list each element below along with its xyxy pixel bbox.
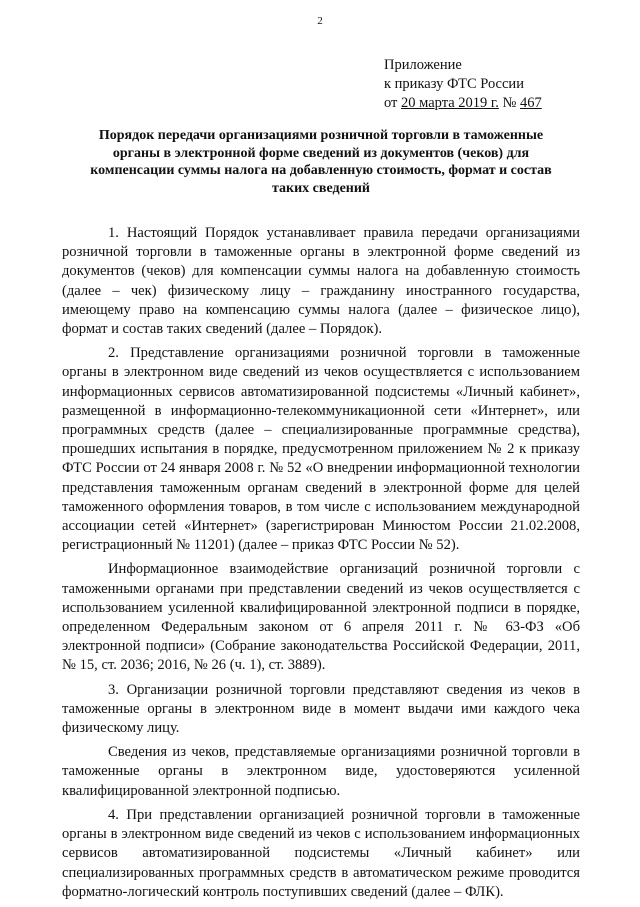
paragraph-2-continued: Информационное взаимодействие организаций розничной торговли с таможенными органами при представлении сведений из чеков осуществляется с использованием усиленной квалифицированной электронной подписи в порядке, определенном Федеральным законом от 6 апреля 2011 г. № 63-ФЗ «Об электронной подписи» (Собрание законодательства Российской Федерации, 2011, № 15, ст. 2036; 2016, № 26 (ч. 1), ст. 3889). [62,561,580,674]
appendix-order-reference: к приказу ФТС России [384,76,524,92]
appendix-header [384,56,542,113]
paragraph-2: 2. Представление организациями розничной торговли в таможенные органы в электронном виде сведений из чеков осуществляется с использованием информационных сервисов автоматизированной подсистемы «Личный кабинет», размещенной в информационно-телекоммуникационной сети «Интернет», или программных средств (далее – специализированные программные средства), прошедших испытания в порядке, предусмотренном приложением № 2 к приказу ФТС России от 24 января 2008 г. № 52 «О внедрении информационной технологии представления таможенным органам сведений в электронной форме для целей таможенного оформления товаров, в том числе с использованием международной ассоциации сетей «Интернет» (зарегистрирован Минюстом России 21.02.2008, регистрационный № 11201) (далее – приказ ФТС России № 52). [62,345,580,554]
document-title: Порядок передачи организациями розничной торговли в таможенные органы в электронной форме сведений из документов (чеков) для компенсации суммы налога на добавленную стоимость, формат и состав таких сведений [90,128,552,196]
appendix-date-prefix: от [384,95,402,111]
paragraph-3-continued: Сведения из чеков, представляемые организациями розничной торговли в таможенные органы в электронном виде, удостоверяются усиленной квалифицированной электронной подписью. [62,744,580,799]
appendix-date: 20 марта 2019 г. [401,95,499,111]
paragraph-1: 1. Настоящий Порядок устанавливает правила передачи организациями розничной торговли в таможенные органы в электронной форме сведений из документов (чеков) для компенсации суммы налога на добавленную стоимость (далее – чек) физическому лицу – гражданину иностранного государства, имеющему право на компенсацию суммы налога (далее – физическое лицо), формат и состав таких сведений (далее – Порядок). [62,225,580,338]
appendix-date-line [384,94,542,113]
appendix-number-prefix: № [498,95,520,111]
paragraph-3: 3. Организации розничной торговли представляют сведения из чеков в таможенные органы в электронном виде в момент выдачи ими каждого чека физическому лицу. [62,681,580,737]
page-number: 2 [317,15,323,27]
document-body [62,224,580,907]
paragraph-4: 4. При представлении организацией розничной торговли в таможенные органы в электронном виде сведений из чеков с использованием информационных сервисов автоматизированной подсистемы «Личный кабинет» или специализированных программных средств в автоматическом режиме проводится форматно-логический контроль поступивших сведений (далее – ФЛК). [62,806,580,900]
appendix-label: Приложение [384,57,462,73]
appendix-number: 467 [519,95,542,111]
